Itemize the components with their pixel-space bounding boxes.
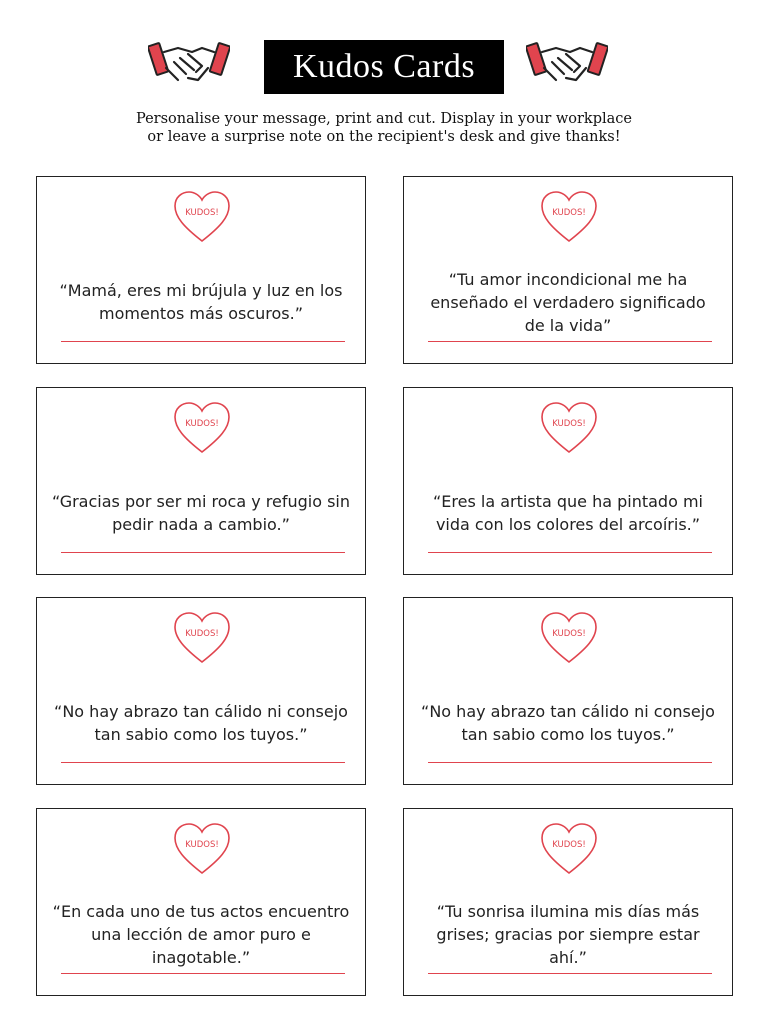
signature-line — [61, 762, 345, 763]
signature-line — [428, 973, 712, 974]
kudos-badge: KUDOS! — [552, 419, 586, 429]
heart-icon — [539, 400, 599, 456]
heart-icon — [539, 189, 599, 245]
kudos-quote: “Mamá, eres mi brújula y luz en los momentos más oscuros.” — [59, 281, 343, 323]
kudos-quote: “No hay abrazo tan cálido ni consejo tan sabio como los tuyos.” — [421, 702, 715, 744]
kudos-quote: “En cada uno de tus actos encuentro una lección de amor puro e inagotable.” — [52, 901, 350, 967]
kudos-card — [403, 176, 733, 364]
kudos-quote: “No hay abrazo tan cálido ni consejo tan sabio como los tuyos.” — [54, 702, 348, 744]
kudos-card — [36, 387, 366, 575]
kudos-card — [36, 597, 366, 785]
kudos-card — [403, 387, 733, 575]
heart-icon — [172, 400, 232, 456]
instructions-line: or leave a surprise note on the recipient's desk and give thanks! — [147, 129, 621, 145]
kudos-badge: KUDOS! — [185, 208, 219, 218]
heart-icon — [172, 189, 232, 245]
kudos-badge: KUDOS! — [185, 419, 219, 429]
kudos-badge: KUDOS! — [185, 629, 219, 639]
kudos-badge: KUDOS! — [185, 840, 219, 850]
signature-line — [428, 552, 712, 553]
instructions-line: Personalise your message, print and cut. Display in your workplace — [135, 111, 632, 127]
page-title: Kudos Cards — [264, 40, 504, 94]
kudos-badge: KUDOS! — [552, 629, 586, 639]
signature-line — [428, 341, 712, 342]
kudos-card — [403, 597, 733, 785]
kudos-badge: KUDOS! — [552, 840, 586, 850]
handshake-icon — [148, 38, 230, 88]
page-header — [0, 0, 768, 110]
kudos-quote: “Tu sonrisa ilumina mis días más grises; gracias por siempre estar ahí.” — [436, 901, 700, 967]
signature-line — [61, 973, 345, 974]
signature-line — [61, 341, 345, 342]
instructions — [0, 110, 768, 146]
handshake-icon — [526, 38, 608, 88]
heart-icon — [539, 610, 599, 666]
kudos-card — [36, 808, 366, 996]
kudos-badge: KUDOS! — [552, 208, 586, 218]
kudos-quote: “Tu amor incondicional me ha enseñado el verdadero significado de la vida” — [430, 269, 706, 335]
heart-icon — [172, 610, 232, 666]
kudos-quote: “Gracias por ser mi roca y refugio sin pedir nada a cambio.” — [51, 492, 351, 534]
kudos-quote: “Eres la artista que ha pintado mi vida con los colores del arcoíris.” — [433, 492, 703, 534]
signature-line — [428, 762, 712, 763]
heart-icon — [172, 821, 232, 877]
kudos-card — [36, 176, 366, 364]
heart-icon — [539, 821, 599, 877]
kudos-card — [403, 808, 733, 996]
signature-line — [61, 552, 345, 553]
